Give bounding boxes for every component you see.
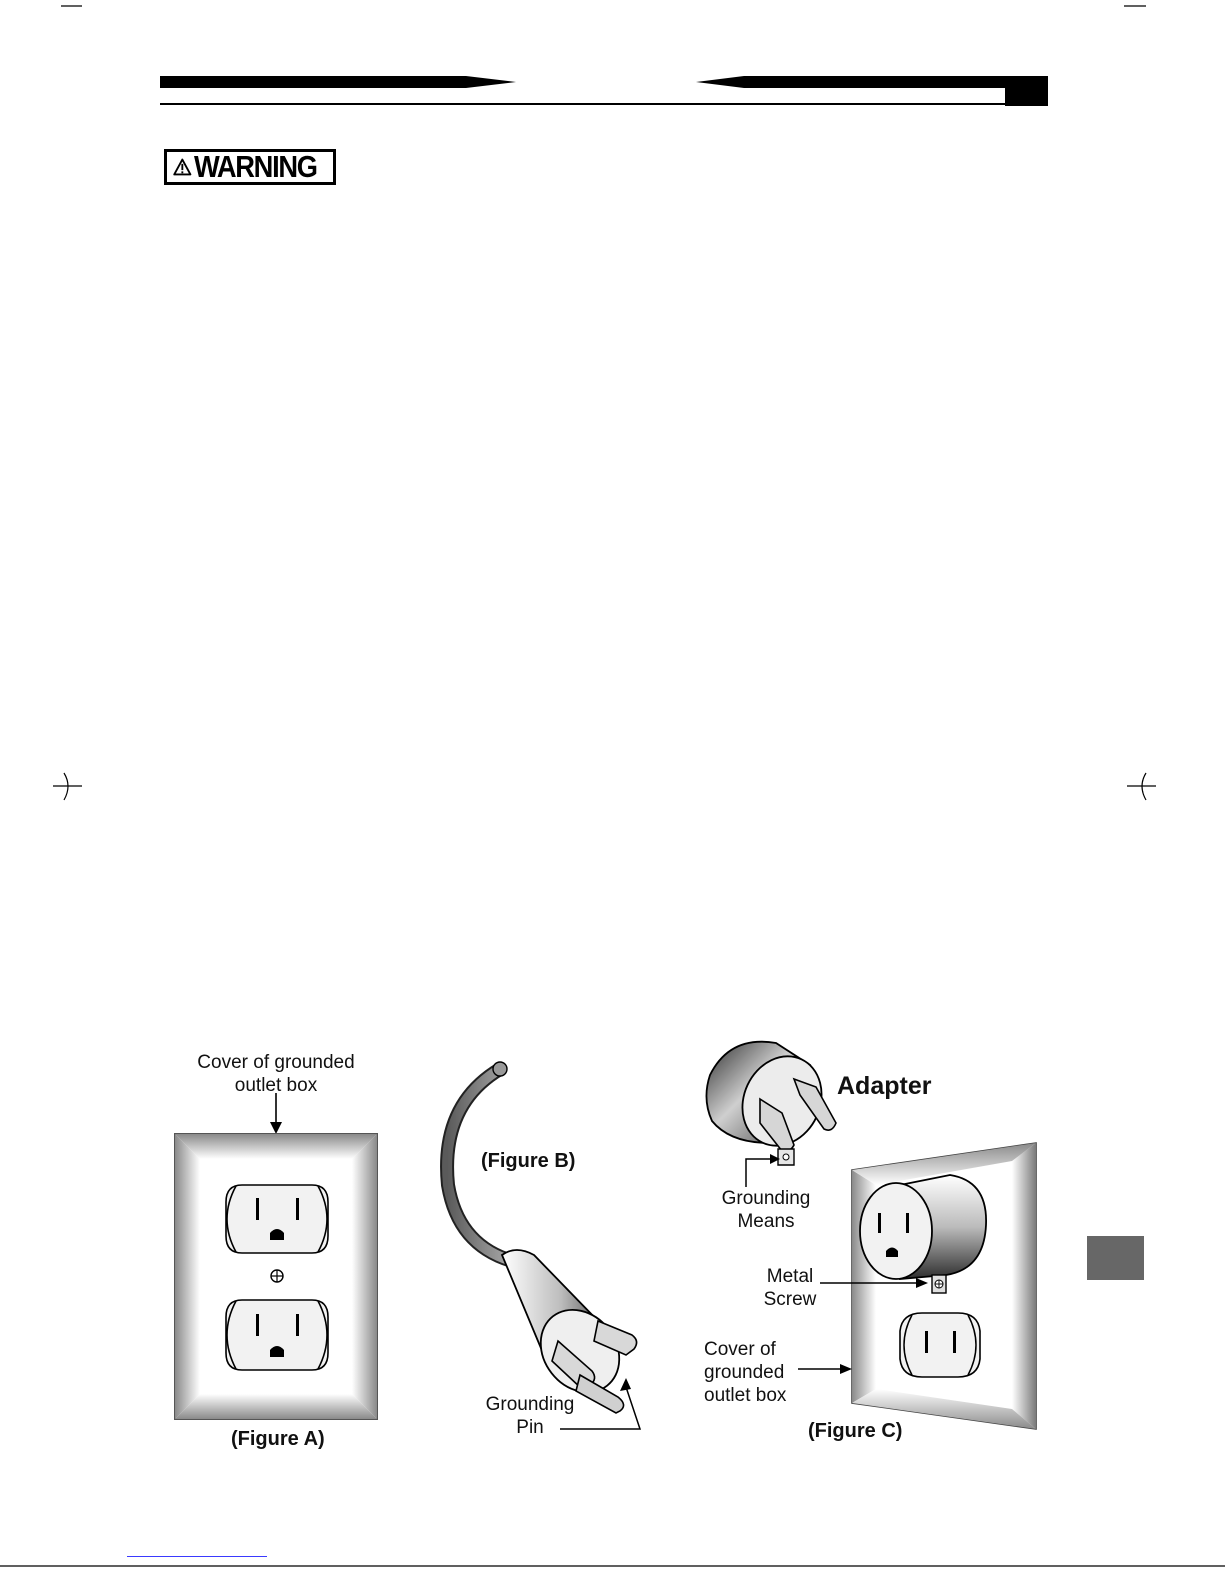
warning-label	[164, 149, 336, 185]
warning-text: WARNING	[193, 149, 317, 184]
section-tab-marker	[1087, 1236, 1144, 1280]
figure-b-caption: (Figure B)	[481, 1150, 576, 1172]
figure-c-grounding-means-label: Grounding Means	[721, 1188, 811, 1232]
figure-b-plug	[430, 1055, 660, 1445]
figure-c-caption: (Figure C)	[808, 1420, 903, 1442]
warning-triangle-icon	[173, 153, 192, 181]
figure-c-cover-label: Cover of grounded outlet box	[704, 1339, 787, 1406]
figure-a-top-label: Cover of grounded outlet box	[197, 1052, 355, 1096]
figure-a-caption: (Figure A)	[231, 1428, 325, 1450]
header-bar	[0, 0, 1225, 120]
figure-c-metal-screw-label: Metal Screw	[763, 1266, 817, 1310]
figure-b-pin-label: Grounding Pin	[485, 1394, 575, 1438]
footer-underline	[127, 1556, 267, 1557]
figure-a-outlet	[170, 1090, 385, 1425]
figure-c-adapter-label: Adapter	[837, 1072, 932, 1100]
